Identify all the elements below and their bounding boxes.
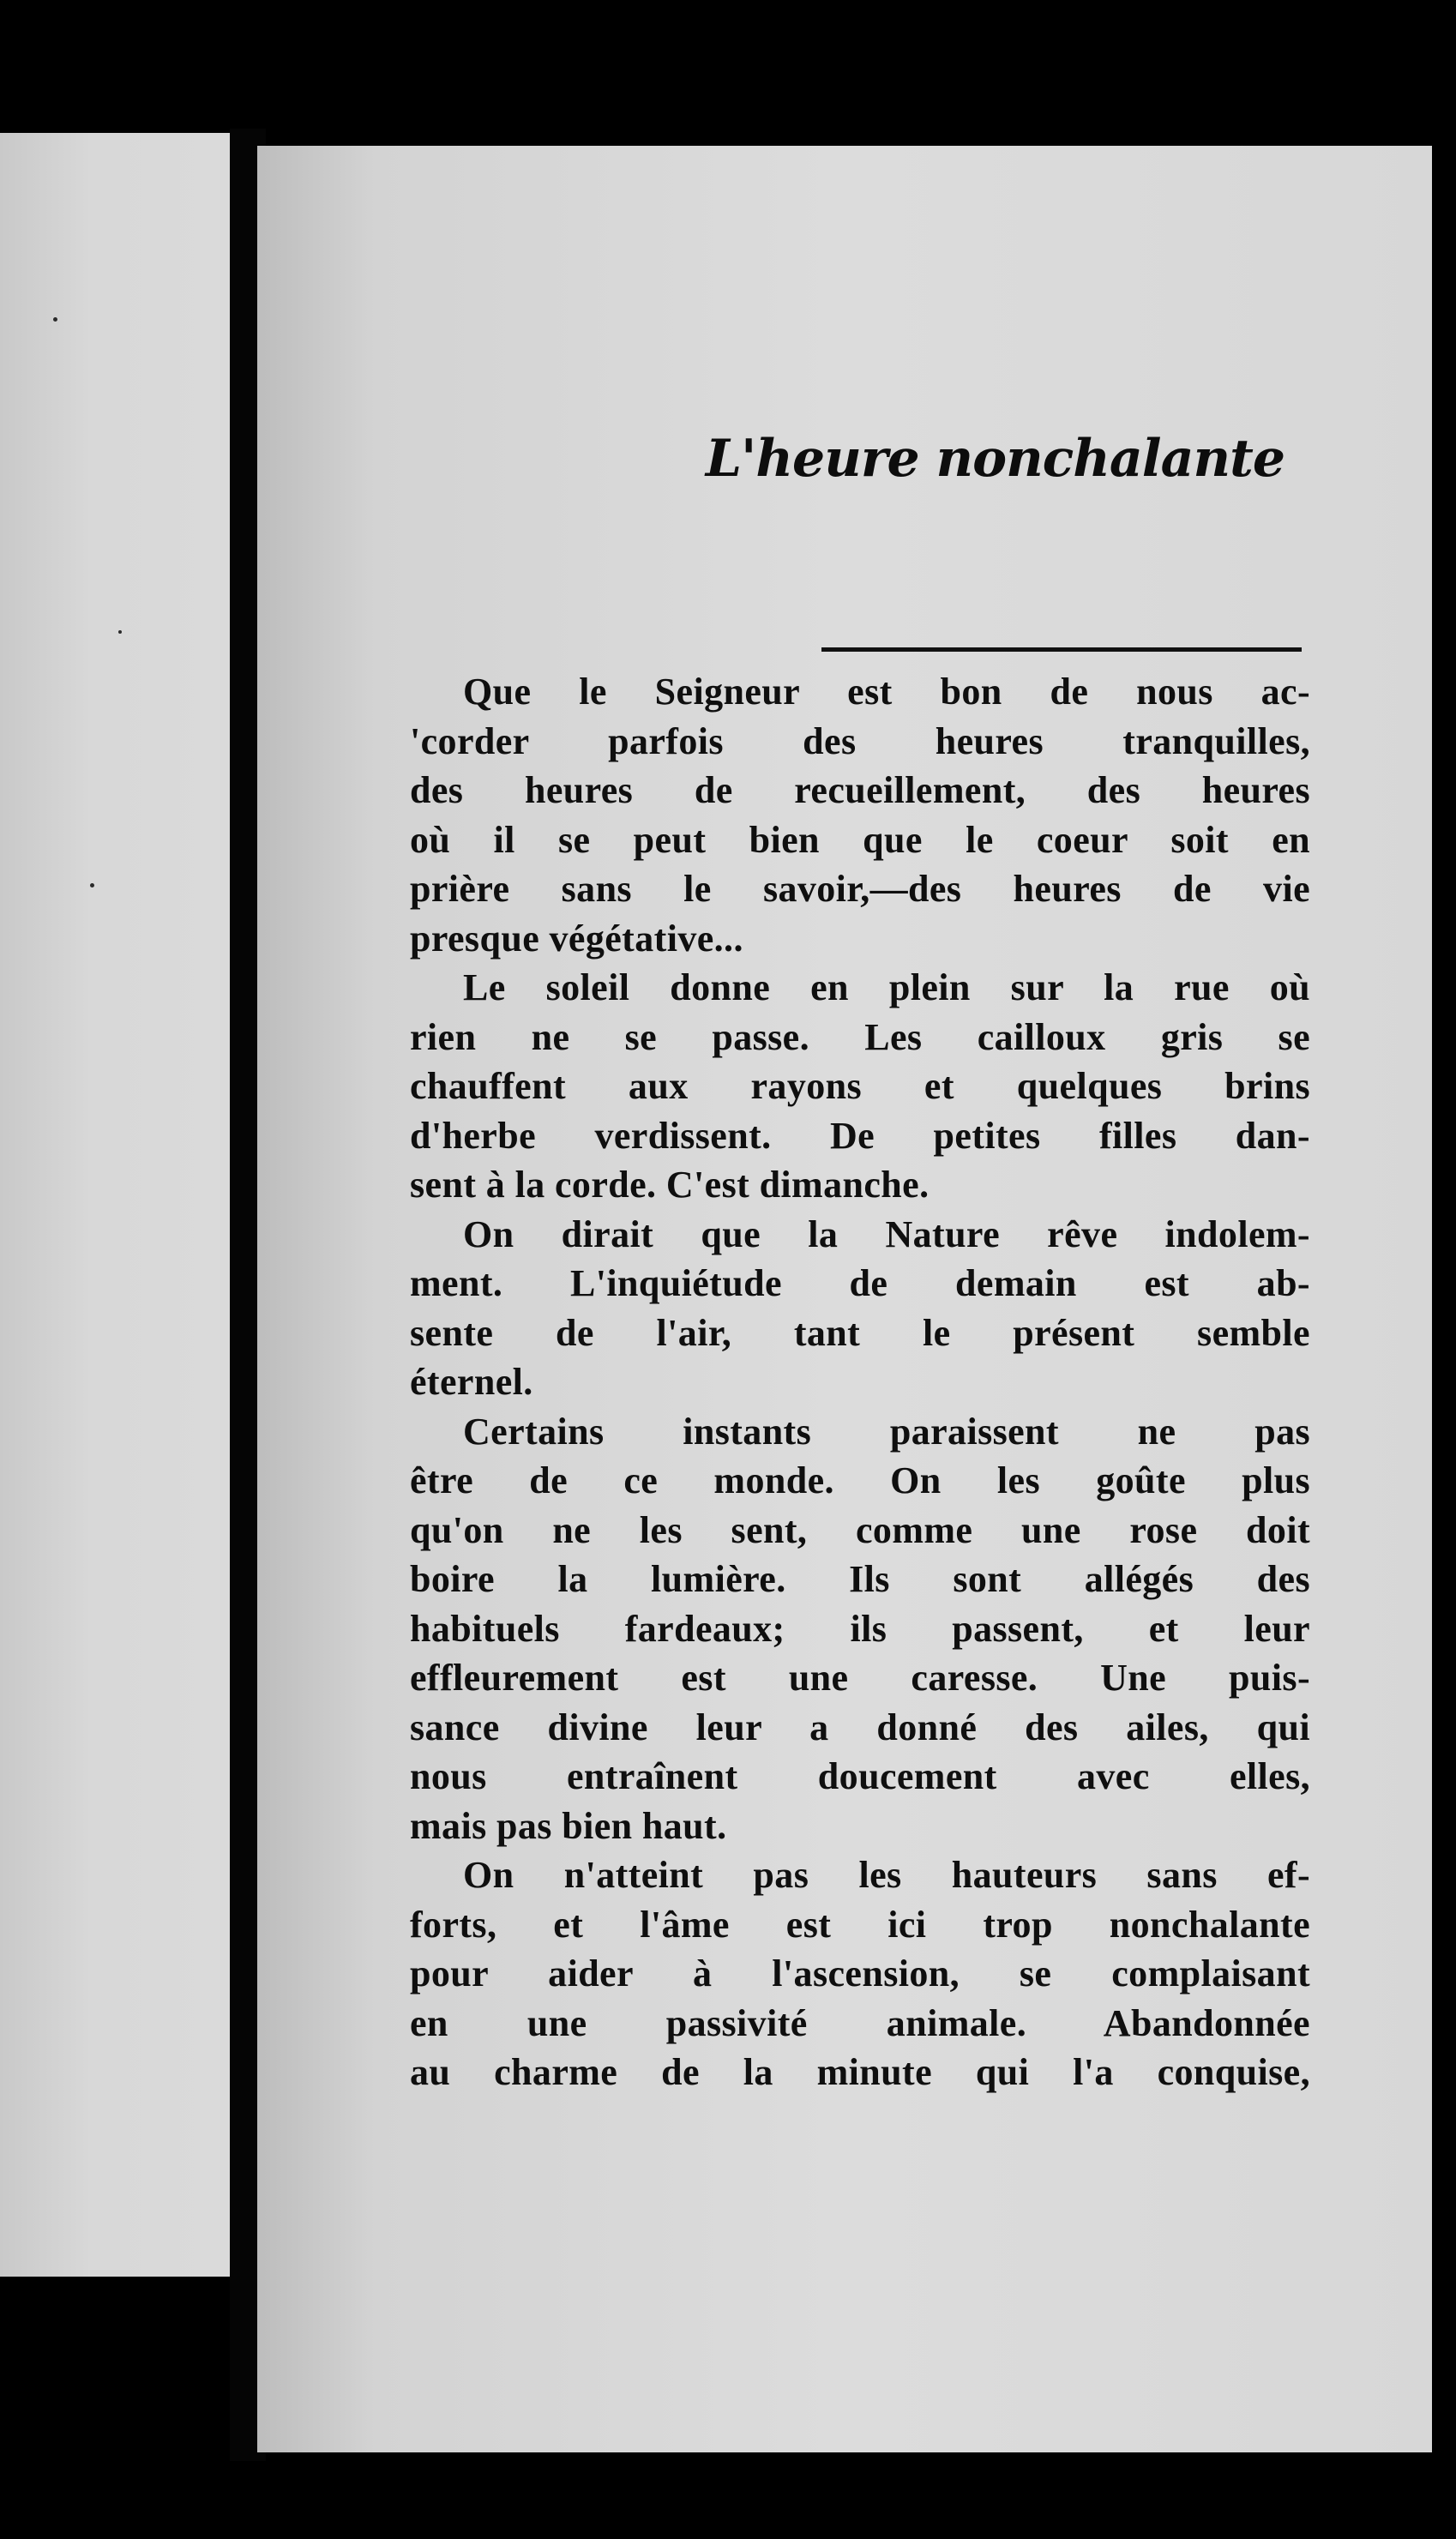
text-line: éternel. bbox=[410, 1361, 533, 1403]
text-line: prière sans le savoir,—des heures de vie bbox=[410, 868, 1310, 910]
text-line: On dirait que la Nature rêve indolem- bbox=[463, 1212, 1310, 1255]
text-line: Certains instants paraissent ne pas bbox=[463, 1410, 1310, 1453]
text-line: au charme de la minute qui l'a conquise, bbox=[410, 2051, 1310, 2093]
article-heading: L'heure nonchalante bbox=[705, 429, 1285, 489]
paragraph bbox=[410, 963, 1310, 1210]
text-line: d'herbe verdissent. De petites filles dan- bbox=[410, 1114, 1310, 1157]
paper-speck bbox=[53, 317, 57, 322]
facing-page-left bbox=[0, 133, 230, 2277]
paragraph bbox=[410, 1850, 1310, 2097]
paragraph bbox=[410, 1407, 1310, 1851]
text-line: Le soleil donne en plein sur la rue où bbox=[463, 966, 1310, 1008]
paper-speck bbox=[118, 630, 122, 634]
article-body bbox=[410, 667, 1310, 2097]
text-line: sent à la corde. C'est dimanche. bbox=[410, 1164, 930, 1206]
text-line: en une passivité animale. Abandonnée bbox=[410, 2001, 1310, 2044]
text-line: forts, et l'âme est ici trop nonchalante bbox=[410, 1903, 1310, 1946]
text-line: pour aider à l'ascension, se complaisant bbox=[410, 1952, 1310, 1994]
text-line: mais pas bien haut. bbox=[410, 1804, 727, 1847]
text-line: Que le Seigneur est bon de nous ac- bbox=[463, 671, 1310, 713]
text-line: habituels fardeaux; ils passent, et leur bbox=[410, 1607, 1310, 1650]
text-line: nous entraînent doucement avec elles, bbox=[410, 1755, 1310, 1797]
text-line: boire la lumière. Ils sont allégés des bbox=[410, 1558, 1310, 1600]
paragraph bbox=[410, 1210, 1310, 1407]
text-line: être de ce monde. On les goûte plus bbox=[410, 1459, 1310, 1501]
text-line: sance divine leur a donné des ailes, qui bbox=[410, 1706, 1310, 1748]
text-line: qu'on ne les sent, comme une rose doit bbox=[410, 1508, 1310, 1551]
text-line: presque végétative... bbox=[410, 917, 743, 960]
text-line: ment. L'inquiétude de demain est ab- bbox=[410, 1262, 1310, 1304]
paragraph bbox=[410, 667, 1310, 963]
heading-underline bbox=[821, 647, 1302, 652]
text-line: On n'atteint pas les hauteurs sans ef- bbox=[463, 1854, 1310, 1896]
text-line: sente de l'air, tant le présent semble bbox=[410, 1311, 1310, 1354]
text-line: effleurement est une caresse. Une puis- bbox=[410, 1657, 1310, 1699]
text-line: chauffent aux rayons et quelques brins bbox=[410, 1065, 1310, 1107]
text-line: des heures de recueillement, des heures bbox=[410, 769, 1310, 811]
text-line: rien ne se passe. Les cailloux gris se bbox=[410, 1015, 1310, 1058]
text-line: 'corder parfois des heures tranquilles, bbox=[410, 719, 1310, 762]
text-line: où il se peut bien que le coeur soit en bbox=[410, 818, 1310, 861]
paper-speck bbox=[90, 883, 94, 887]
